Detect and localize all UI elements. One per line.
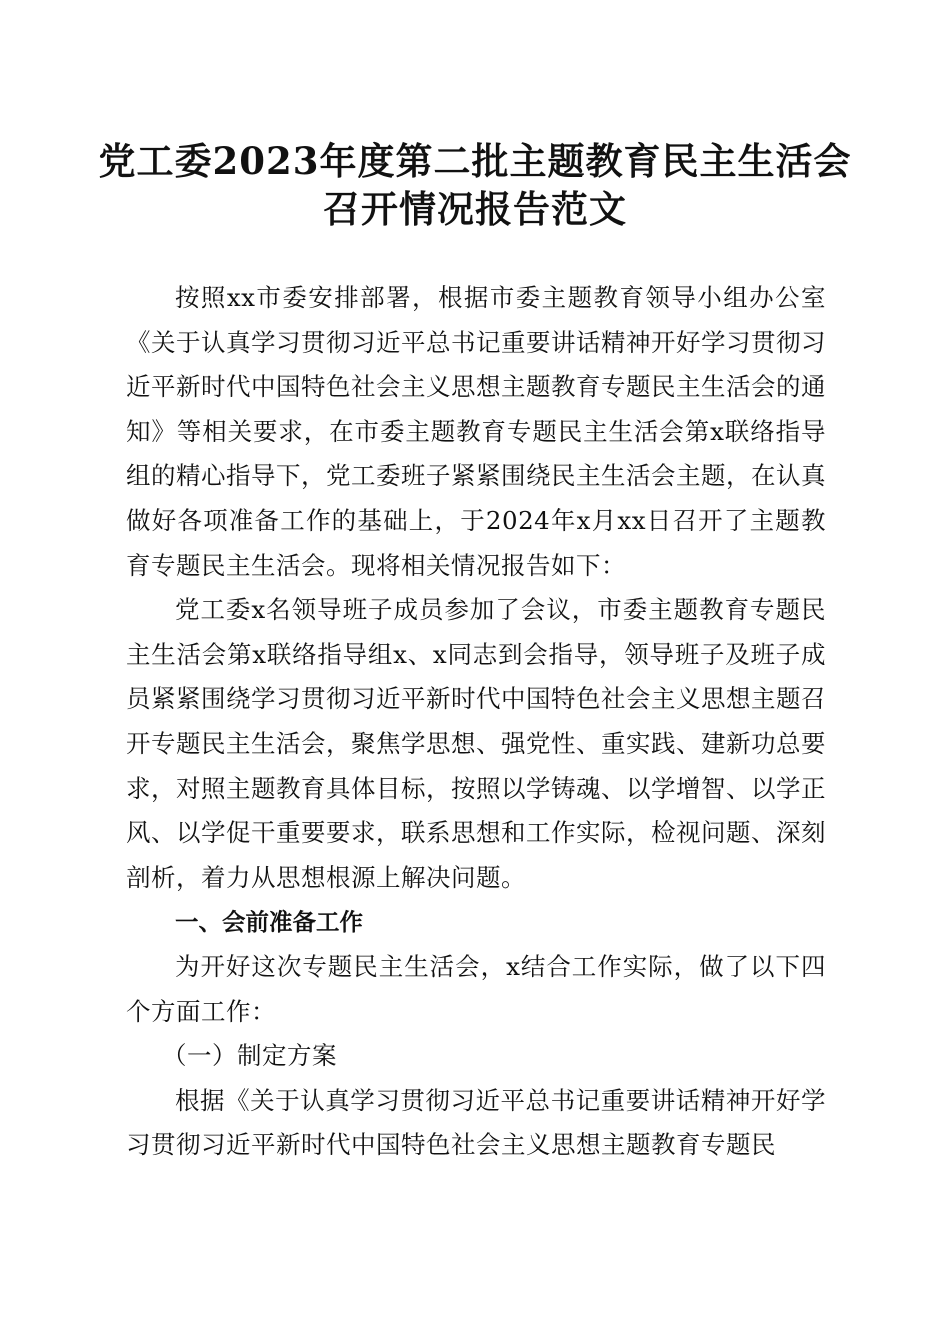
document-title-line2: 召开情况报告范文	[323, 187, 627, 231]
document-body	[126, 276, 826, 1168]
section-intro-paragraph: 为开好这次专题民主生活会，x结合工作实际，做了以下四个方面工作：	[126, 951, 826, 1026]
document-title-line1: 党工委2023年度第二批主题教育民主生活会	[98, 139, 852, 183]
paragraph-attendance: 党工委x名领导班子成员参加了会议，市委主题教育专题民主生活会第x联络指导组x、x同志到会指导，领导班子及班子成员紧紧围绕学习贯彻习近平新时代中国特色社会主义思想主题召开专题民主生活会，聚焦学思想、强党性、重实践、建新功总要求，对照主题教育具体目标，按照以学铸魂、以学增智、以学正风、以学促干重要要求，联系思想和工作实际，检视问题、深刻剖析，着力从思想根源上解决问题。	[126, 595, 826, 892]
section-heading: 一、会前准备工作	[175, 908, 363, 937]
subsection-paragraph: 根据《关于认真学习贯彻习近平总书记重要讲话精神开好学习贯彻习近平新时代中国特色社会主义思想主题教育专题民	[126, 1085, 826, 1160]
paragraph-intro: 按照xx市委安排部署，根据市委主题教育领导小组办公室《关于认真学习贯彻习近平总书记重要讲话精神开好学习贯彻习近平新时代中国特色社会主义思想主题教育专题民主生活会的通知》等相关要求，在市委主题教育专题民主生活会第x联络指导组的精心指导下，党工委班子紧紧围绕民主生活会主题，在认真做好各项准备工作的基础上，于2024年x月xx日召开了主题教育专题民主生活会。现将相关情况报告如下：	[126, 283, 826, 580]
subsection-heading: （一）制定方案	[162, 1041, 337, 1071]
